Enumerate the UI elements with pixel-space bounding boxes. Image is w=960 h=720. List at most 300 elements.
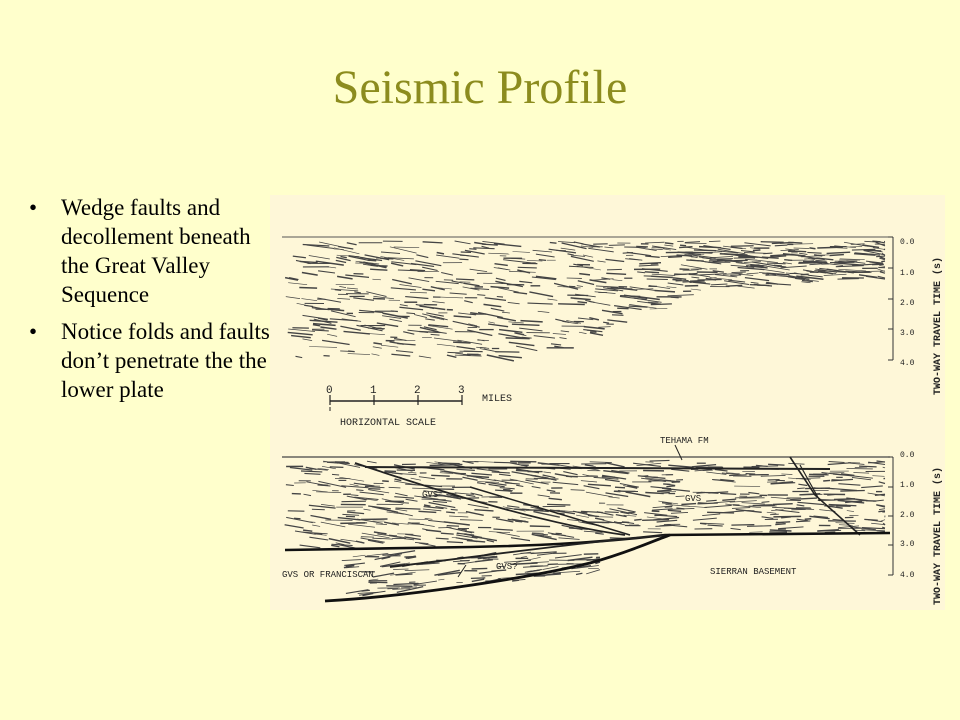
reflector-dash — [466, 512, 484, 516]
reflector-dash — [871, 523, 885, 524]
reflector-dash — [373, 343, 382, 344]
reflector-dash — [528, 303, 553, 304]
reflector-dash — [787, 244, 813, 245]
reflector-dash — [447, 526, 459, 527]
reflector-dash — [322, 340, 350, 344]
bullet-item — [25, 193, 275, 309]
reflector-dash — [836, 266, 864, 267]
reflector-dash — [741, 251, 755, 252]
reflector-dash — [588, 248, 613, 252]
reflector-dash — [347, 288, 358, 289]
reflector-dash — [300, 261, 318, 262]
reflector-dash — [823, 480, 830, 481]
reflector-dash — [406, 499, 418, 501]
reflector-dash — [576, 573, 582, 574]
reflector-dash — [586, 570, 600, 574]
reflector-dash — [422, 289, 435, 291]
reflector-dash — [798, 484, 807, 485]
reflector-dash — [303, 530, 312, 531]
reflector-dash — [543, 472, 551, 473]
reflector-dash — [521, 556, 527, 557]
reflector-dash — [709, 241, 720, 242]
reflector-dash — [477, 483, 486, 484]
upper-time-ticks — [888, 237, 893, 360]
reflector-dash — [683, 270, 699, 271]
reflector-dash — [502, 312, 510, 313]
reflector-dash — [617, 308, 628, 309]
reflector-dash — [838, 269, 866, 271]
bullet-text: Notice folds and faults don’t penetrate the the lower plate — [61, 319, 270, 402]
reflector-dash — [558, 304, 585, 305]
reflector-dash — [360, 492, 384, 495]
seismic-figure — [270, 195, 945, 610]
reflector-dash — [304, 305, 313, 306]
reflector-dash — [494, 244, 521, 247]
label-gvs-right: GVS — [685, 494, 702, 504]
reflector-dash — [732, 508, 750, 509]
reflector-dash — [797, 488, 805, 489]
reflector-dash — [505, 483, 520, 484]
reflector-dash — [499, 356, 522, 358]
reflector-dash — [574, 242, 584, 244]
reflector-dash — [862, 245, 879, 248]
reflector-dash — [657, 520, 678, 522]
reflector-dash — [397, 344, 415, 345]
reflector-dash — [391, 311, 398, 312]
reflector-dash — [589, 302, 611, 306]
reflector-dash — [710, 256, 733, 257]
reflector-dash — [318, 485, 331, 486]
reflector-dash — [527, 260, 543, 261]
reflector-dash — [405, 297, 428, 299]
reflector-dash — [667, 484, 675, 485]
reflector-dash — [709, 252, 723, 253]
reflector-dash — [770, 514, 779, 515]
reflector-dash — [394, 497, 414, 499]
reflector-dash — [817, 247, 843, 248]
reflector-dash — [382, 481, 389, 482]
reflector-dash — [788, 463, 804, 464]
reflector-dash — [712, 480, 733, 482]
reflector-dash — [312, 525, 320, 526]
reflector-dash — [654, 515, 661, 516]
reflector-dash — [838, 484, 860, 486]
reflector-dash — [423, 509, 441, 511]
reflector-dash — [437, 297, 463, 298]
reflector-dash — [612, 315, 624, 316]
reflector-dash — [372, 538, 392, 539]
reflector-dash — [416, 255, 428, 258]
reflector-dash — [303, 315, 329, 319]
reflector-dash — [667, 287, 677, 288]
reflector-dash — [469, 249, 476, 250]
reflector-dash — [748, 507, 761, 508]
reflector-dash — [690, 282, 697, 283]
reflector-dash — [348, 354, 370, 355]
reflector-dash — [405, 570, 430, 571]
reflector-dash — [286, 485, 294, 486]
reflector-dash — [496, 278, 506, 280]
reflector-dash — [471, 473, 492, 475]
reflector-dash — [645, 272, 659, 273]
reflector-dash — [293, 256, 306, 258]
reflector-dash — [671, 469, 689, 471]
reflector-dash — [778, 527, 803, 529]
reflector-dash — [609, 497, 620, 498]
reflector-dash — [454, 316, 472, 317]
bullet-dot: • — [29, 195, 38, 220]
reflector-dash — [447, 542, 463, 543]
reflector-dash — [558, 242, 575, 243]
reflector-dash — [668, 510, 681, 511]
reflector-dash — [330, 467, 344, 468]
reflector-dash — [548, 299, 558, 300]
lower-time-label: 1.0 — [900, 481, 915, 490]
reflector-dash — [762, 517, 774, 519]
reflector-dash — [392, 280, 412, 284]
reflector-dash — [668, 465, 693, 467]
reflector-dash — [685, 242, 700, 243]
reflector-dash — [652, 274, 675, 275]
reflector-dash — [766, 283, 791, 285]
reflector-dash — [569, 266, 593, 267]
reflector-dash — [304, 473, 320, 474]
reflector-dash — [876, 256, 885, 257]
reflector-dash — [605, 463, 624, 467]
reflector-dash — [731, 246, 754, 247]
steep-fault-splay — [800, 465, 820, 501]
reflector-dash — [825, 488, 834, 489]
reflector-dash — [651, 276, 673, 277]
reflector-dash — [368, 490, 389, 493]
reflector-dash — [859, 466, 877, 467]
reflector-dash — [762, 502, 770, 503]
reflector-dash — [372, 354, 380, 356]
reflector-dash — [309, 537, 328, 540]
reflector-dash — [353, 298, 374, 301]
reflector-dash — [348, 351, 355, 352]
reflector-dash — [803, 261, 814, 262]
reflector-dash — [474, 510, 493, 511]
reflector-dash — [497, 317, 516, 321]
reflector-dash — [790, 498, 817, 499]
reflector-dash — [353, 555, 366, 557]
reflector-dash — [437, 253, 444, 254]
reflector-dash — [883, 467, 885, 468]
reflector-dash — [516, 470, 528, 471]
reflector-dash — [285, 525, 304, 528]
reflector-dash — [693, 518, 717, 520]
reflector-dash — [301, 471, 322, 472]
reflector-dash — [431, 475, 450, 476]
reflector-dash — [878, 511, 885, 512]
reflector-dash — [879, 482, 885, 484]
reflector-dash — [437, 344, 456, 346]
reflector-dash — [571, 490, 585, 491]
reflector-dash — [754, 284, 772, 286]
reflector-dash — [509, 342, 535, 345]
reflector-dash — [356, 490, 363, 491]
reflector-dash — [342, 560, 361, 561]
reflector-dash — [543, 567, 559, 570]
reflector-dash — [665, 507, 672, 508]
reflector-dash — [672, 280, 681, 281]
reflector-dash — [367, 461, 377, 463]
reflector-dash — [603, 322, 609, 323]
reflector-dash — [801, 274, 809, 275]
reflector-dash — [459, 259, 468, 260]
reflector-dash — [340, 523, 365, 524]
reflector-dash — [394, 340, 416, 341]
label-gvs-or-franciscan: GVS OR FRANCISCAN — [282, 570, 374, 580]
reflector-dash — [647, 279, 668, 280]
reflector-dash — [463, 283, 479, 286]
reflector-dash — [316, 492, 341, 493]
reflector-dash — [519, 281, 532, 282]
reflector-dash — [478, 313, 503, 318]
reflector-dash — [351, 495, 358, 496]
reflector-dash — [414, 315, 427, 318]
scale-tick-label: 1 — [370, 385, 377, 397]
reflector-dash — [731, 265, 749, 266]
reflector-dash — [753, 250, 761, 251]
reflector-dash — [423, 242, 443, 243]
reflector-dash — [691, 277, 699, 278]
reflector-dash — [598, 327, 610, 328]
reflector-dash — [637, 272, 645, 273]
reflector-dash — [464, 301, 473, 303]
reflector-dash — [645, 242, 664, 243]
seismic-profile-drawing — [270, 195, 945, 610]
reflector-dash — [508, 322, 523, 323]
upper-time-label: 4.0 — [900, 359, 915, 368]
reflector-dash — [410, 292, 427, 293]
lower-time-ticks — [888, 457, 893, 575]
reflector-dash — [511, 538, 530, 541]
reflector-dash — [794, 248, 810, 249]
reflector-dash — [827, 495, 834, 496]
reflector-dash — [344, 563, 365, 565]
reflector-dash — [411, 478, 421, 480]
reflector-dash — [477, 295, 485, 296]
reflector-dash — [606, 273, 626, 274]
upper-time-label: 1.0 — [900, 269, 915, 278]
reflector-dash — [828, 463, 851, 465]
reflector-dash — [571, 298, 591, 300]
reflector-dash — [665, 243, 674, 244]
reflector-dash — [732, 272, 746, 273]
reflector-dash — [547, 504, 570, 505]
reflector-dash — [337, 298, 350, 299]
reflector-dash — [387, 510, 413, 516]
upper-reflector-strokes — [285, 241, 885, 361]
reflector-dash — [350, 484, 359, 486]
reflector-dash — [571, 256, 594, 261]
reflector-dash — [581, 481, 597, 482]
reflector-dash — [745, 278, 769, 281]
reflector-dash — [827, 252, 851, 253]
reflector-dash — [436, 538, 449, 539]
reflector-dash — [338, 518, 361, 520]
reflector-dash — [403, 332, 414, 335]
reflector-dash — [446, 512, 455, 513]
reflector-dash — [373, 299, 385, 300]
reflector-dash — [497, 297, 503, 298]
reflector-dash — [309, 347, 337, 348]
reflector-dash — [436, 255, 459, 258]
reflector-dash — [847, 511, 854, 512]
reflector-dash — [706, 500, 717, 501]
reflector-dash — [329, 539, 351, 544]
reflector-dash — [775, 510, 799, 513]
reflector-dash — [676, 496, 685, 497]
reflector-dash — [731, 525, 754, 526]
reflector-dash — [796, 521, 810, 522]
reflector-dash — [590, 333, 603, 336]
reflector-dash — [391, 288, 416, 290]
reflector-dash — [607, 269, 622, 270]
reflector-dash — [341, 257, 347, 258]
reflector-dash — [299, 288, 317, 289]
reflector-dash — [456, 347, 475, 350]
reflector-dash — [489, 322, 495, 323]
reflector-dash — [311, 516, 332, 520]
reflector-dash — [711, 284, 728, 285]
reflector-dash — [485, 482, 506, 485]
reflector-dash — [748, 493, 759, 494]
reflector-dash — [408, 524, 424, 525]
reflector-dash — [668, 283, 684, 285]
reflector-dash — [463, 477, 478, 480]
reflector-dash — [833, 474, 853, 476]
reflector-dash — [553, 482, 579, 484]
bullet-text: Wedge faults and decollement beneath the Great Valley Sequence — [61, 195, 251, 307]
reflector-dash — [516, 346, 537, 351]
reflector-dash — [466, 495, 475, 496]
reflector-dash — [604, 247, 613, 248]
reflector-dash — [512, 324, 540, 325]
reflector-dash — [453, 321, 480, 327]
reflector-dash — [327, 334, 337, 336]
reflector-dash — [657, 490, 671, 491]
reflector-dash — [336, 260, 346, 262]
reflector-dash — [536, 254, 555, 257]
reflector-dash — [704, 505, 731, 507]
reflector-dash — [747, 273, 759, 274]
reflector-dash — [590, 280, 607, 283]
reflector-dash — [615, 487, 625, 488]
reflector-dash — [321, 504, 335, 506]
reflector-dash — [744, 253, 766, 254]
reflector-dash — [419, 511, 437, 512]
reflector-dash — [880, 272, 885, 273]
slide-title: Seismic Profile — [332, 61, 628, 114]
reflector-dash — [609, 245, 625, 246]
reflector-dash — [555, 474, 572, 477]
reflector-dash — [563, 472, 577, 475]
reflector-dash — [472, 568, 488, 569]
reflector-dash — [578, 281, 594, 285]
reflector-dash — [438, 463, 460, 464]
reflector-dash — [664, 245, 673, 246]
reflector-dash — [645, 256, 659, 257]
reflector-dash — [691, 289, 701, 290]
reflector-dash — [288, 329, 315, 332]
reflector-dash — [539, 260, 546, 261]
reflector-dash — [597, 261, 605, 262]
reflector-dash — [408, 472, 416, 473]
reflector-dash — [559, 538, 580, 540]
reflector-dash — [668, 257, 682, 258]
reflector-dash — [584, 486, 600, 489]
reflector-dash — [475, 560, 493, 562]
reflector-dash — [389, 319, 402, 321]
reflector-dash — [519, 328, 542, 331]
reflector-dash — [381, 252, 400, 254]
lower-time-label: 2.0 — [900, 511, 915, 520]
reflector-dash — [761, 475, 786, 476]
reflector-dash — [316, 309, 341, 310]
reflector-dash — [376, 524, 387, 525]
reflector-dash — [830, 255, 844, 256]
reflector-dash — [666, 486, 675, 487]
reflector-dash — [495, 264, 508, 266]
reflector-dash — [473, 248, 494, 249]
reflector-dash — [345, 275, 369, 277]
reflector-dash — [767, 512, 777, 513]
reflector-dash — [555, 555, 582, 558]
reflector-dash — [671, 512, 688, 513]
reflector-dash — [334, 248, 359, 254]
reflector-dash — [432, 302, 444, 303]
label-gvs-query: GVS? — [496, 562, 518, 572]
upper-time-label: 2.0 — [900, 299, 915, 308]
reflector-dash — [622, 522, 629, 523]
reflector-dash — [840, 491, 865, 492]
reflector-dash — [613, 280, 623, 281]
reflector-dash — [455, 241, 471, 244]
reflector-dash — [561, 331, 569, 332]
reflector-dash — [829, 462, 845, 463]
reflector-dash — [550, 243, 557, 244]
reflector-dash — [736, 263, 756, 265]
reflector-dash — [607, 320, 627, 322]
reflector-dash — [731, 528, 741, 529]
reflector-dash — [491, 287, 510, 289]
reflector-dash — [679, 247, 692, 248]
reflector-dash — [547, 490, 556, 492]
reflector-dash — [561, 248, 576, 250]
reflector-dash — [450, 293, 467, 294]
reflector-dash — [494, 268, 508, 270]
label-sierran-basement: SIERRAN BASEMENT — [710, 567, 797, 577]
reflector-dash — [655, 525, 674, 526]
reflector-dash — [494, 462, 517, 463]
reflector-dash — [474, 243, 486, 245]
reflector-dash — [647, 517, 663, 519]
reflector-dash — [605, 512, 619, 513]
reflector-dash — [484, 304, 502, 306]
reflector-dash — [588, 484, 611, 486]
reflector-dash — [768, 464, 784, 465]
reflector-dash — [780, 243, 793, 244]
reflector-dash — [645, 493, 663, 494]
reflector-dash — [396, 351, 413, 353]
reflector-dash — [288, 283, 307, 285]
reflector-dash — [577, 286, 583, 287]
reflector-dash — [746, 474, 756, 475]
scale-tick-label: 2 — [414, 385, 421, 397]
